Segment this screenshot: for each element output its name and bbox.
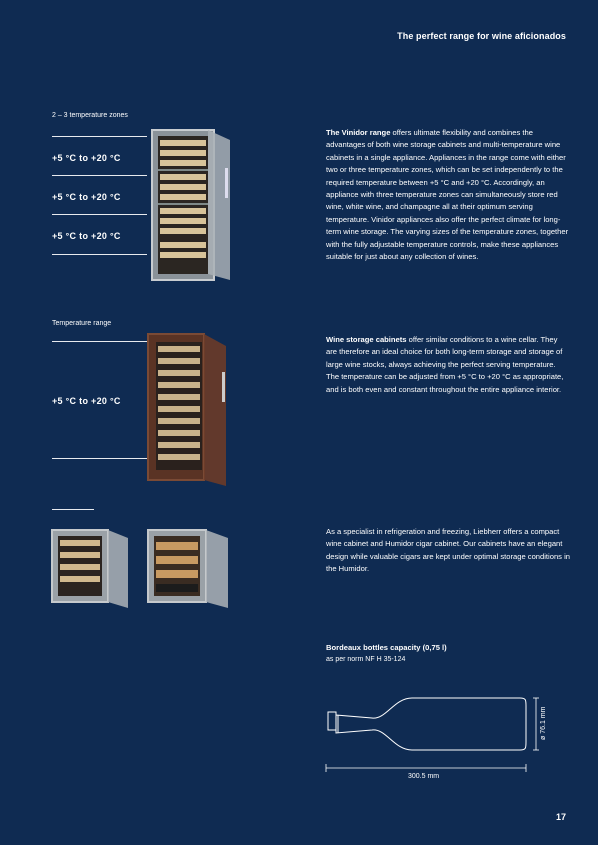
divider: [52, 214, 147, 215]
bottle-subtitle: as per norm NF H 35-124: [326, 656, 406, 663]
vinidor-cabinet-image: [150, 128, 232, 284]
zone-temp-single: +5 °C to +20 °C: [52, 396, 121, 406]
bottle-title: Bordeaux bottles capacity (0,75 l): [326, 643, 447, 652]
compact-wine-cabinet-image: [50, 528, 132, 610]
divider: [52, 136, 147, 137]
humidor-description: As a specialist in refrigeration and freezing, Liebherr offers a compact wine cabinet and Humidor cigar cabinet. Our cabinets have an elegant design while valuable cigars are kept under optimal storage conditions in the Humidor.: [326, 527, 570, 574]
zone-temp-2: +5 °C to +20 °C: [52, 192, 121, 202]
page-title: The perfect range for wine aficionados: [397, 31, 566, 41]
section2-label: Temperature range: [52, 320, 112, 327]
divider: [52, 175, 147, 176]
humidor-cabinet-image: [146, 528, 232, 610]
divider: [52, 458, 147, 459]
bottle-length-label: 300.5 mm: [408, 773, 440, 780]
section1-label: 2 – 3 temperature zones: [52, 112, 128, 119]
zone-temp-1: +5 °C to +20 °C: [52, 153, 121, 163]
divider: [52, 254, 147, 255]
bottle-diagram: [320, 692, 560, 782]
zone-temp-3: +5 °C to +20 °C: [52, 231, 121, 241]
page-number: 17: [556, 812, 567, 822]
divider: [52, 509, 94, 510]
bottle-diameter-label: ø 76.1 mm: [540, 706, 547, 740]
wine-storage-description: Wine storage cabinets offer similar conditions to a wine cellar. They are therefore an ideal choice for both long-term storage and storage of large wine stocks, always achieving the perfect serving temperature. The temperature can be adjusted from +5 °C to +20 °C as appropriate, and is both even and constant throughout the entire appliance interior.: [326, 335, 564, 394]
wine-storage-cabinet-image: [146, 332, 230, 488]
divider: [52, 341, 147, 342]
vinidor-description: The Vinidor range offers ultimate flexibility and combines the advantages of both wine storage cabinets and multi-temperature wine cabinets in a single appliance. Appliances in the range come with either two or three temperature zones, which can be set independently to the required temperature between +5 °C and +20 °C. Accordingly, an appliance with three temperature zones can simultaneously store red wine, white wine, and champagne all at their optimum serving temperature. Vinidor appliances also offer the perfect climate for long-term wine storage. The varying sizes of the temperature zones, together with the fully adjustable temperature controls, make these appliances suitable for just about any collection of wines.: [326, 128, 569, 262]
